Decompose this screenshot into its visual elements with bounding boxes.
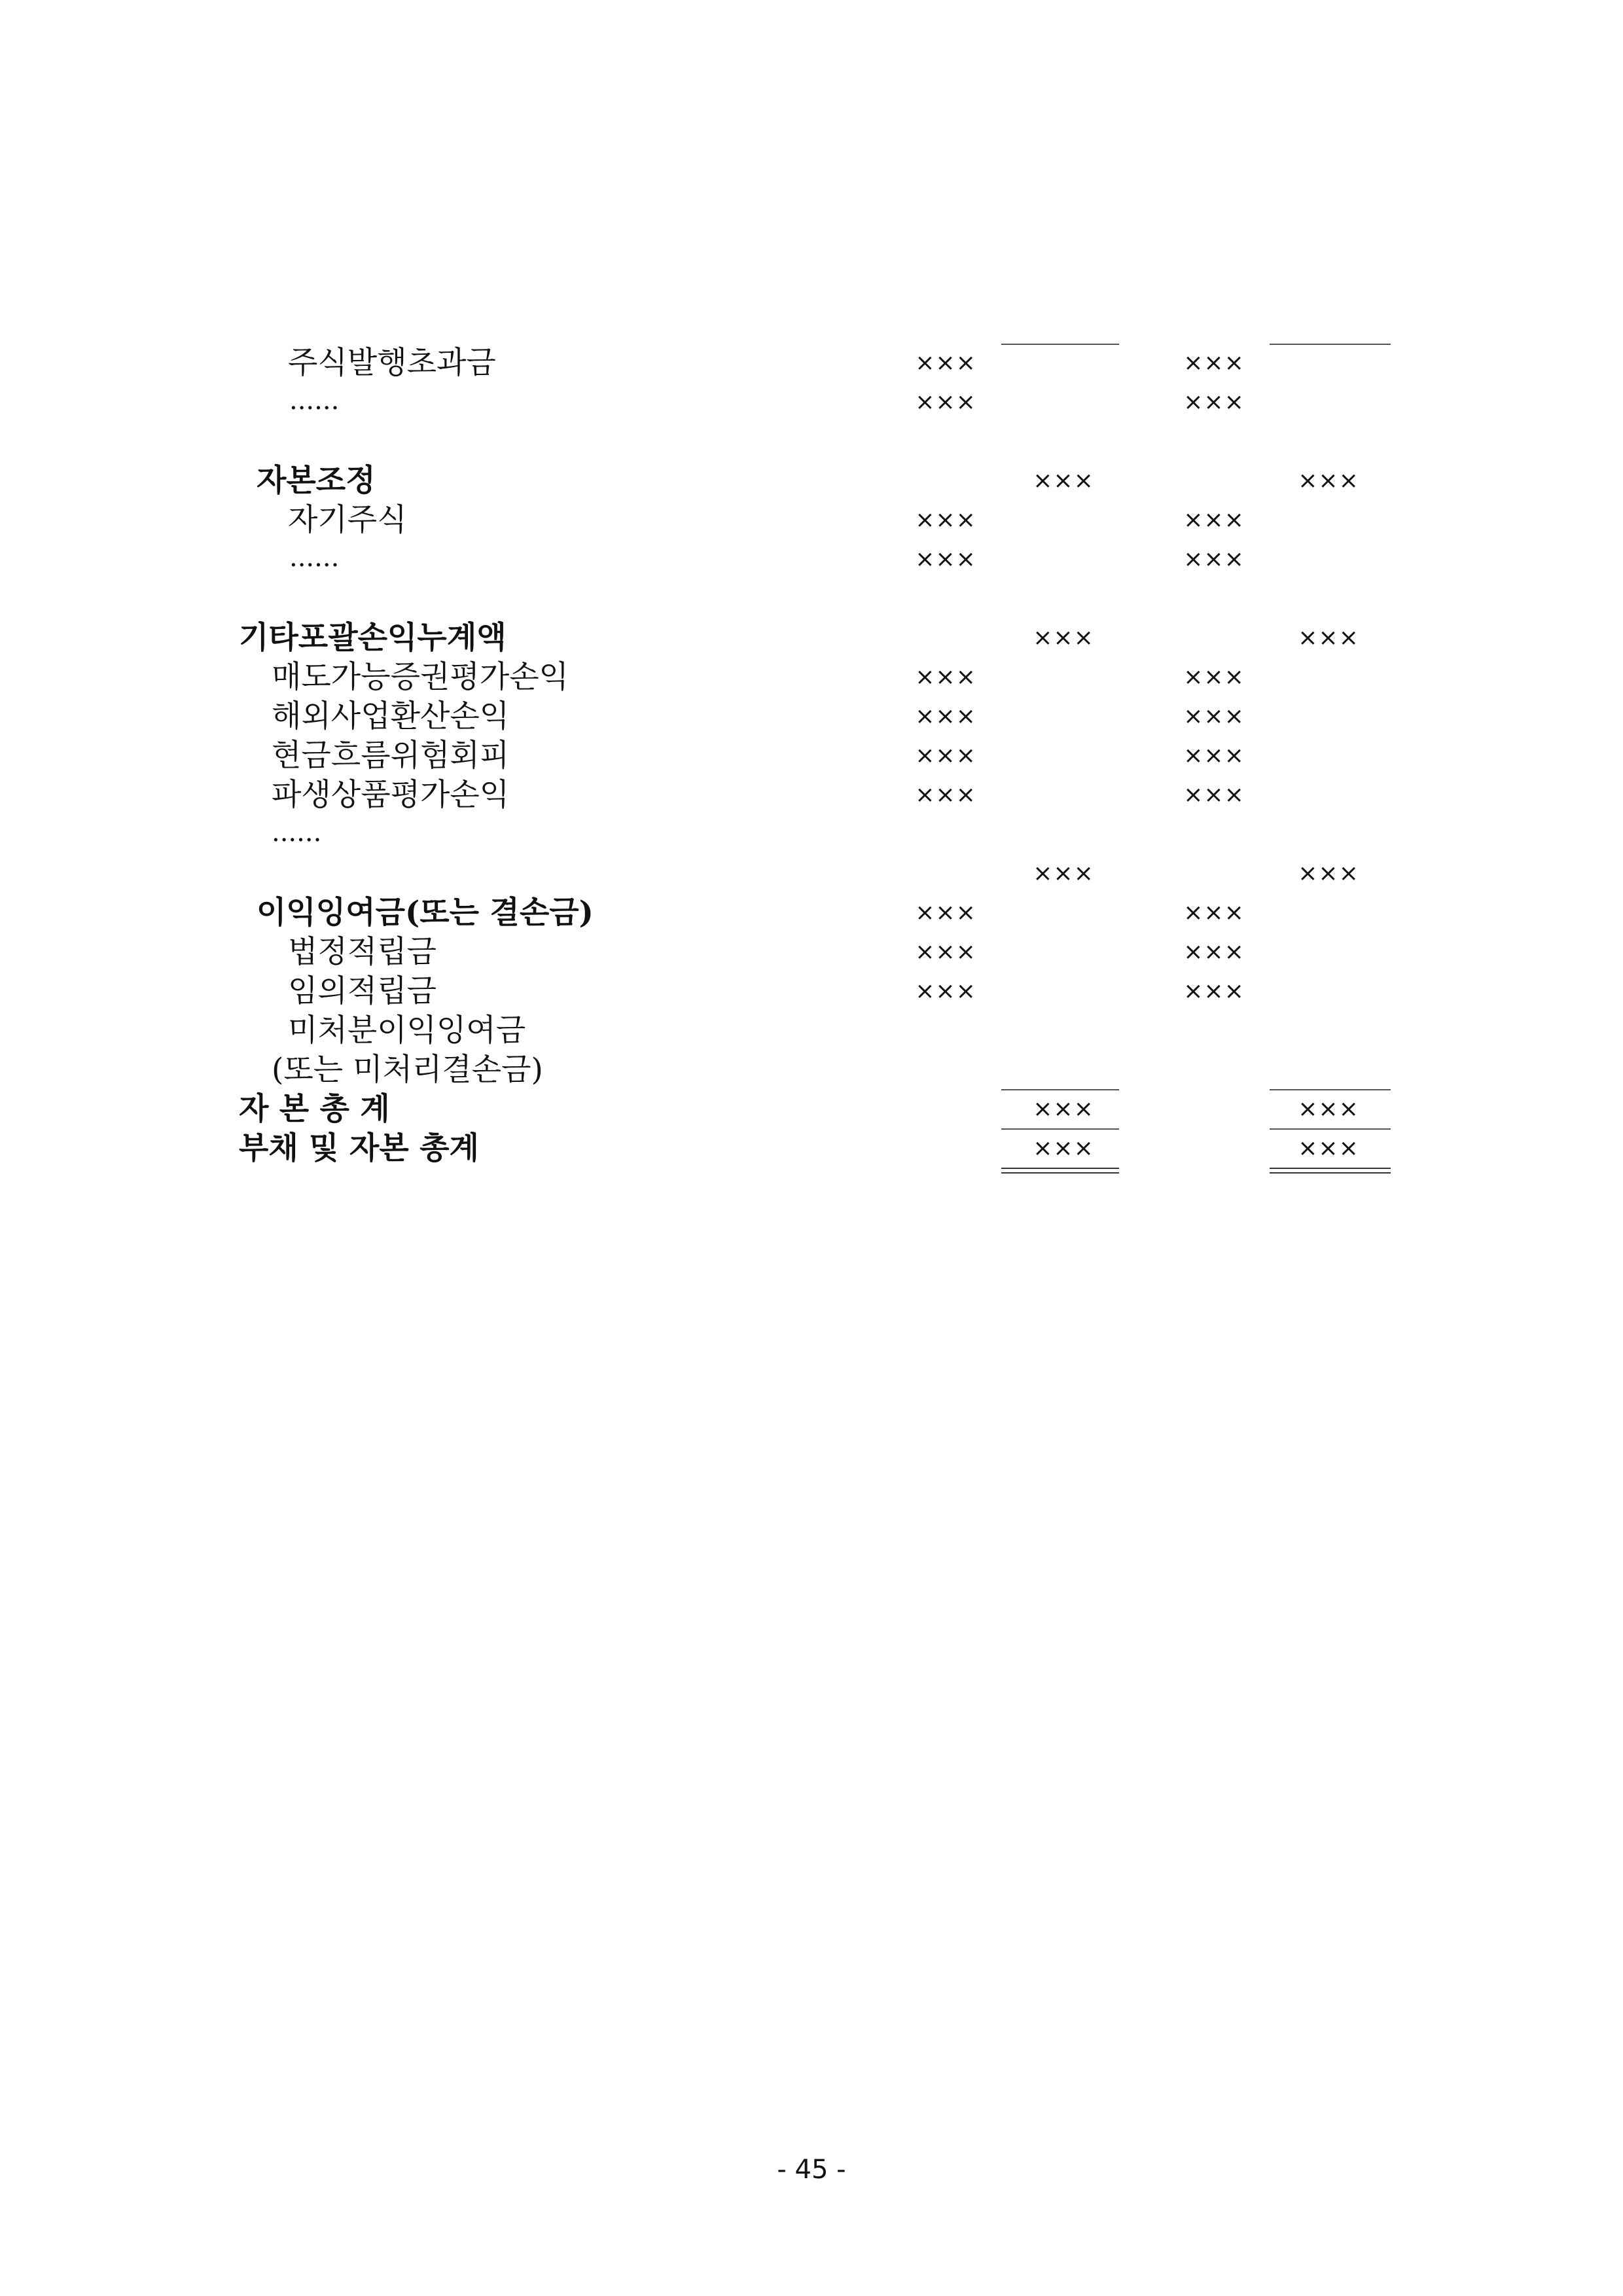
total-equity-label: 자 본 총 계 [239,1091,390,1127]
row-value-col1: ××× [915,703,976,730]
row-value-col4: ××× [1298,467,1359,494]
column-2-double-underline [1001,1168,1119,1174]
table-row [0,854,1623,893]
row-label: ...... [272,817,322,848]
row-label: 주식발행초과금 [288,345,496,381]
row-label: 현금흐름위험회피 [272,738,510,774]
row-value-col1: ××× [915,507,976,533]
row-label: ...... [289,386,340,416]
row-value-col3: ××× [1183,939,1245,965]
row-value-col1: ××× [915,742,976,769]
table-row [0,1011,1623,1050]
row-value-col3: ××× [1183,664,1245,691]
table-row [0,619,1623,658]
row-value-col4: ××× [1298,860,1359,887]
row-value-col3: ××× [1183,389,1245,416]
row-value-col4: ××× [1298,624,1359,651]
row-value-col2: ××× [1033,1135,1094,1162]
table-row [0,1129,1623,1168]
row-value-col2: ××× [1033,467,1094,494]
table-row [0,815,1623,854]
row-value-col2: ××× [1033,1096,1094,1122]
table-row [0,1050,1623,1090]
row-value-col1: ××× [915,389,976,416]
row-value-col4: ××× [1298,1135,1359,1162]
row-value-col3: ××× [1183,978,1245,1005]
row-value-col1: ××× [915,664,976,691]
row-value-col2: ××× [1033,624,1094,651]
table-row [0,501,1623,540]
section-heading: 이익잉여금(또는 결손금) [257,895,594,931]
row-value-col3: ××× [1183,742,1245,769]
table-row [0,461,1623,501]
table-row [0,658,1623,697]
table-row [0,540,1623,579]
table-row [0,697,1623,736]
row-value-col1: ××× [915,899,976,926]
row-label: 자기주식 [288,502,407,538]
section-heading: 기타포괄손익누계액 [239,620,507,656]
row-value-col1: ××× [915,939,976,965]
row-label: ...... [289,543,340,573]
row-value-col3: ××× [1183,781,1245,808]
grand-total-label: 부채 및 자본 총계 [239,1130,479,1166]
row-value-col3: ××× [1183,899,1245,926]
table-row [0,1090,1623,1129]
row-label: (또는 미처리결손금) [272,1052,543,1088]
row-label: 법정적립금 [288,934,437,970]
row-value-col1: ××× [915,546,976,573]
row-label: 해외사업환산손익 [272,698,510,734]
table-row [0,383,1623,422]
row-value-col4: ××× [1298,1096,1359,1122]
row-label: 미처분이익잉여금 [288,1013,526,1049]
row-value-col3: ××× [1183,546,1245,573]
row-label: 매도가능증권평가손익 [272,659,569,695]
row-value-col1: ××× [915,350,976,376]
row-label: 파생상품평가손익 [272,777,510,813]
section-heading: 자본조정 [257,463,376,499]
row-value-col1: ××× [915,781,976,808]
table-row [0,972,1623,1011]
table-row [0,736,1623,776]
row-label: 임의적립금 [288,973,437,1009]
table-row [0,893,1623,933]
row-value-col3: ××× [1183,507,1245,533]
row-value-col2: ××× [1033,860,1094,887]
page-number: - 45 - [777,2155,846,2185]
column-4-double-underline [1270,1168,1391,1174]
row-value-col3: ××× [1183,350,1245,376]
table-row [0,933,1623,972]
row-value-col3: ××× [1183,703,1245,730]
table-row [0,776,1623,815]
table-row [0,344,1623,383]
row-value-col1: ××× [915,978,976,1005]
